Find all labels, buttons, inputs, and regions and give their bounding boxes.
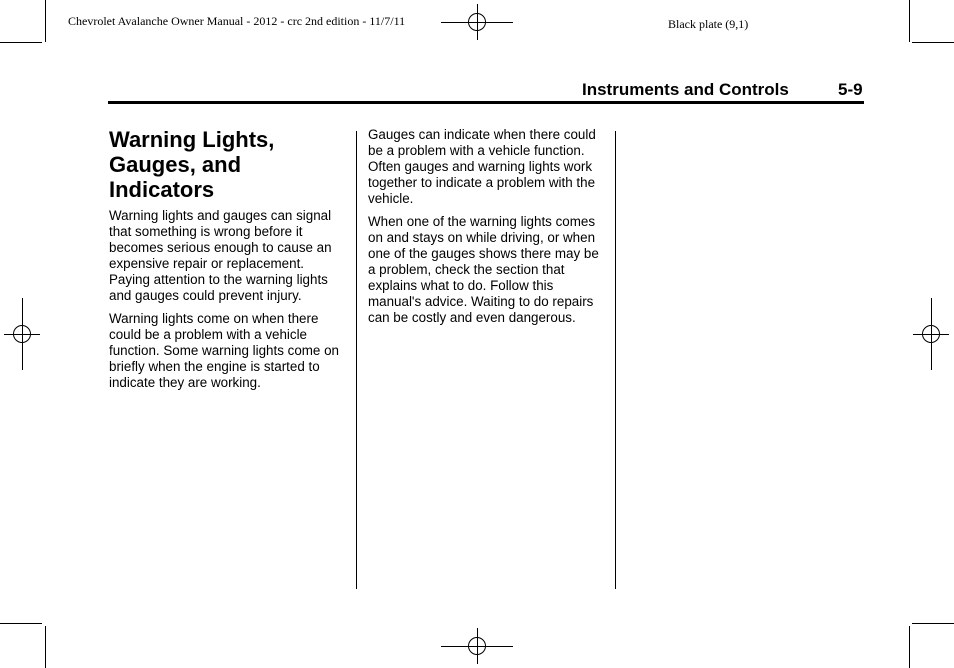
crop-mark-bottom-right-h bbox=[912, 623, 954, 624]
crop-mark-bottom-left-v bbox=[45, 626, 46, 668]
crop-mark-top-left-h bbox=[0, 42, 42, 43]
column-divider-2 bbox=[615, 131, 616, 589]
crop-mark-top-right-h bbox=[912, 42, 954, 43]
crop-mark-top-right-v bbox=[909, 0, 910, 42]
crop-mark-bottom-right-v bbox=[909, 626, 910, 668]
paragraph: Gauges can indicate when there could be a problem with a vehicle function. Often gauges and warning lights work together to indicate a problem with the vehicle. bbox=[368, 127, 596, 206]
paragraph: Warning lights and gauges can signal that something is wrong before it becomes serious enough to cause an expensive repair or replacement. Paying attention to the warning lights and gauges could prevent injury. bbox=[109, 208, 332, 303]
crop-mark-bottom-left-h bbox=[0, 623, 42, 624]
plate-label: Black plate (9,1) bbox=[668, 17, 749, 31]
paragraph: When one of the warning lights comes on and stays on while driving, or when one of the gauges shows there may be a problem, check the section that explains what to do. Follow this manual's advice. Waiting to do repairs can be costly and even dangerous. bbox=[368, 214, 599, 325]
paragraph: Warning lights come on when there could be a problem with a vehicle function. Some warning lights come on briefly when the engine is started to indicate they are working. bbox=[109, 311, 339, 390]
page-heading: Warning Lights, Gauges, and Indicators bbox=[109, 127, 275, 202]
manual-info-line: Chevrolet Avalanche Owner Manual - 2012 - crc 2nd edition - 11/7/11 bbox=[68, 14, 406, 28]
section-title: Instruments and Controls bbox=[582, 80, 789, 99]
crop-mark-top-left-v bbox=[45, 0, 46, 42]
column-divider-1 bbox=[356, 131, 357, 589]
header-rule bbox=[108, 101, 864, 104]
content-column-1 bbox=[109, 127, 347, 398]
page-number: 5-9 bbox=[838, 80, 863, 99]
content-column-2 bbox=[368, 127, 606, 333]
